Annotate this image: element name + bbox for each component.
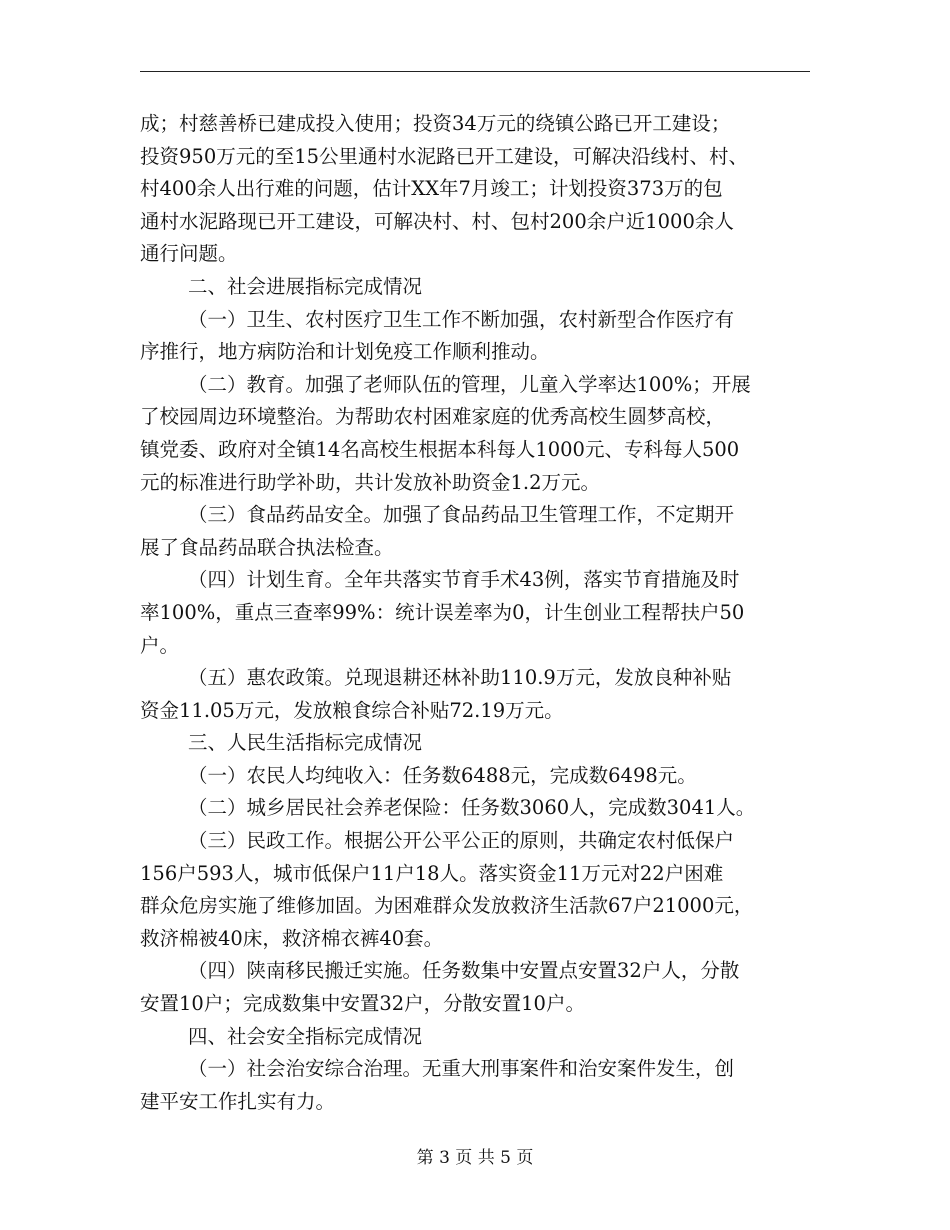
text-line: （四）陕南移民搬迁实施。任务数集中安置点安置32户人，分散: [188, 959, 740, 983]
text-line: 成；村慈善桥已建成投入使用；投资34万元的绕镇公路已开工建设；: [140, 112, 731, 135]
document-body: [140, 108, 820, 1118]
text-line: 了校园周边环境整治。为帮助农村困难家庭的优秀高校生圆梦高校，: [140, 405, 726, 429]
text-line: （一）农民人均纯收入：任务数6488元，完成数6498元。: [188, 763, 697, 787]
text-line: 展了食品药品联合执法检查。: [140, 535, 394, 559]
text-line: （三）食品药品安全。加强了食品药品卫生管理工作，不定期开: [188, 503, 735, 527]
text-line: 通村水泥路现已开工建设，可解决村、村、包村200余户近1000余人: [140, 209, 734, 233]
text-line: 元的标准进行助学补助，共计发放补助资金1.2万元。: [140, 470, 601, 494]
text-line: 二、社会进展指标完成情况: [188, 274, 423, 298]
text-line: （四）计划生育。全年共落实节育手术43例，落实节育措施及时: [188, 568, 740, 592]
text-line: 通行问题。: [140, 242, 238, 266]
text-line: 投资950万元的至15公里通村水泥路已开工建设，可解决沿线村、村、: [140, 144, 749, 168]
text-line: 镇党委、政府对全镇14名高校生根据本科每人1000元、专科每人500: [140, 437, 740, 461]
text-line: （五）惠农政策。兑现退耕还林补助110.9万元，发放良种补贴: [188, 666, 732, 690]
text-line: 序推行，地方病防治和计划免疫工作顺利推动。: [140, 340, 550, 364]
text-line: 村400余人出行难的问题，估计XX年7月竣工；计划投资373万的包: [140, 177, 723, 201]
text-line: 率100%，重点三查率99%：统计误差率为0，计生创业工程帮扶户50: [140, 600, 745, 624]
text-line: 群众危房实施了维修加固。为困难群众发放救济生活款67户21000元，: [140, 894, 754, 918]
text-line: （二）教育。加强了老师队伍的管理，儿童入学率达100%；开展: [188, 372, 751, 396]
text-line: 四、社会安全指标完成情况: [188, 1024, 423, 1048]
text-line: （三）民政工作。根据公开公平公正的原则，共确定农村低保户: [188, 829, 735, 853]
text-line: 救济棉被40床，救济棉衣裤40套。: [140, 926, 444, 950]
text-line: （一）卫生、农村医疗卫生工作不断加强，农村新型合作医疗有: [188, 307, 735, 331]
page-footer: 第 3 页 共 5 页: [416, 1148, 534, 1168]
text-line: 资金11.05万元，发放粮食综合补贴72.19万元。: [140, 698, 564, 722]
text-line: 三、人民生活指标完成情况: [188, 731, 423, 755]
header-rule: [140, 71, 810, 72]
text-line: 户。: [140, 633, 180, 657]
text-line: （二）城乡居民社会养老保险：任务数3060人，完成数3041人。: [188, 796, 756, 820]
text-line: （一）社会治安综合治理。无重大刑事案件和治安案件发生，创: [188, 1057, 735, 1081]
text-line: 156户593人，城市低保户11户18人。落实资金11万元对22户困难: [140, 861, 724, 885]
text-line: 建平安工作扎实有力。: [140, 1089, 336, 1113]
text-line: 安置10户；完成数集中安置32户，分散安置10户。: [140, 992, 585, 1016]
